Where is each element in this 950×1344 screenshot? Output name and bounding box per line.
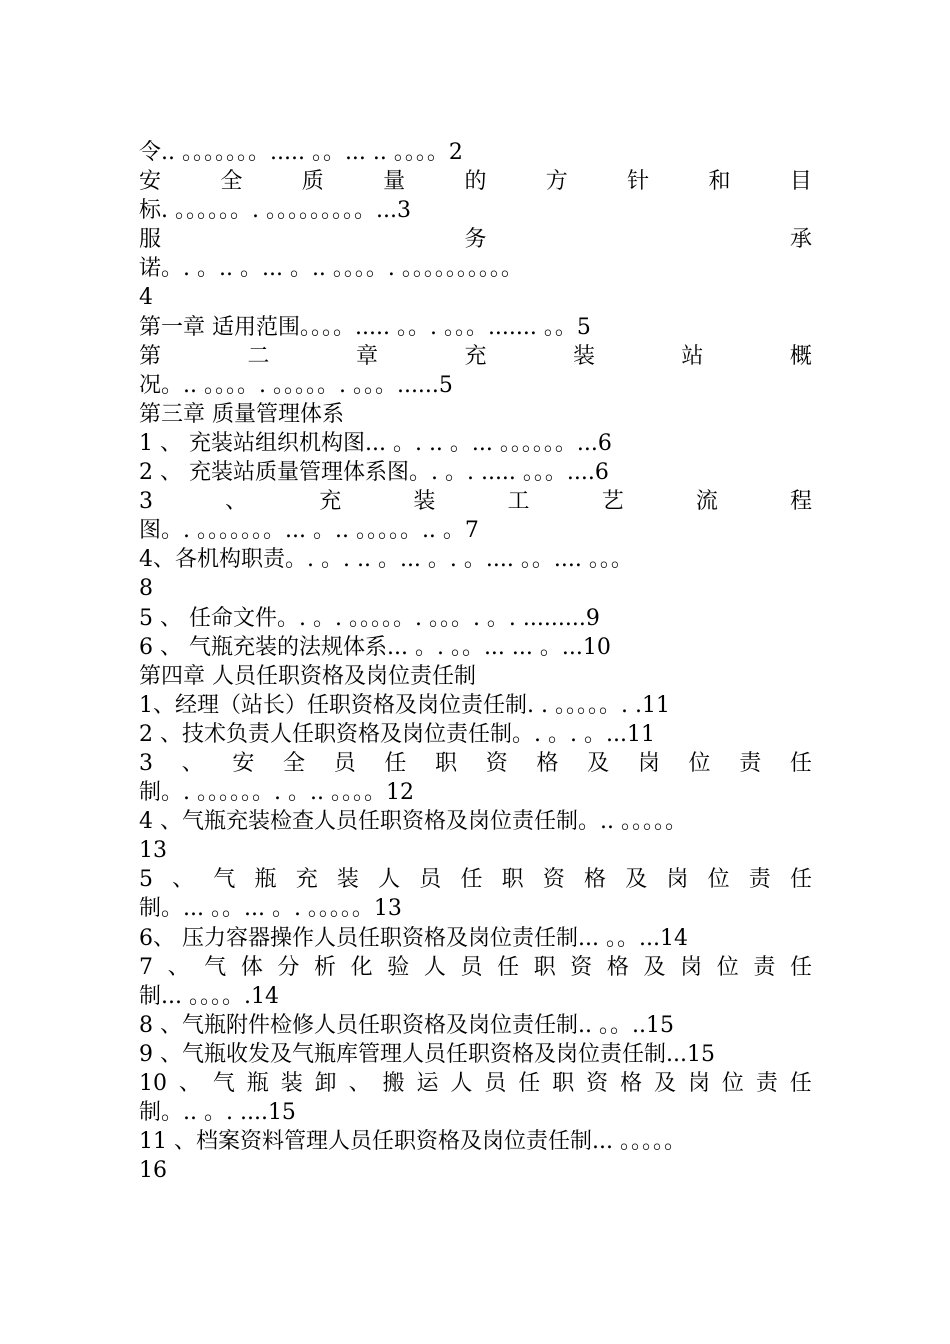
toc-word: 体 (240, 954, 263, 980)
toc-line: 6 、 气瓶充装的法规体系... 。. 。。... ... 。...10 (139, 634, 611, 660)
toc-word: 资 (570, 954, 593, 980)
toc-word: 员 (460, 954, 483, 980)
toc-line: 11 、档案资料管理人员任职资格及岗位责任制... 。。。。。 (139, 1129, 686, 1155)
toc-word: 和 (708, 169, 731, 195)
toc-word: 岗 (687, 1071, 710, 1096)
toc-line: 制。... 。。... 。. 。。。。。13 (139, 896, 402, 922)
toc-word: 方 (545, 169, 568, 195)
toc-word: 瓶 (246, 1071, 269, 1096)
toc-line: 况。.. 。。。。. 。。。。。. 。。。......5 (139, 372, 453, 398)
toc-line: 8 、气瓶附件检修人员任职资格及岗位责任制.. 。。..15 (139, 1012, 674, 1038)
toc-line (139, 1069, 812, 1098)
toc-word: 艺 (601, 489, 624, 515)
toc-word: 资 (542, 867, 565, 893)
toc-word: 员 (333, 750, 356, 776)
toc-line (139, 865, 812, 894)
toc-word: 人 (450, 1071, 473, 1096)
toc-word: 化 (350, 954, 373, 980)
toc-word: 任 (789, 750, 812, 776)
toc-word: 、 (348, 1071, 371, 1096)
toc-word: 人 (378, 867, 401, 893)
toc-word: 3 (139, 750, 153, 776)
toc-word: 验 (387, 954, 410, 980)
toc-word: 、 (225, 489, 248, 515)
toc-word: 人 (423, 954, 446, 980)
toc-word: 员 (419, 867, 442, 893)
toc-word: 、 (178, 1071, 201, 1096)
toc-line (139, 342, 812, 371)
toc-word: 位 (721, 1071, 744, 1096)
toc-line: 1、经理（站长）任职资格及岗位责任制. . 。。。。。. .11 (139, 692, 670, 718)
toc-line (139, 749, 812, 778)
toc-word: 位 (688, 750, 711, 776)
toc-word: 安 (139, 169, 162, 195)
toc-line: 4 、气瓶充装检查人员任职资格及岗位责任制。.. 。。。。。 (139, 809, 687, 835)
toc-word: 格 (606, 954, 629, 980)
toc-word: 气 (213, 867, 236, 893)
toc-line (139, 953, 812, 982)
toc-word: 搬 (382, 1071, 405, 1096)
toc-line: 制。.. 。. ....15 (139, 1100, 296, 1126)
toc-word: 充 (464, 343, 487, 369)
toc-word: 运 (416, 1071, 439, 1096)
toc-word: 岗 (637, 750, 660, 776)
toc-line: 9 、气瓶收发及气瓶库管理人员任职资格及岗位责任制...15 (139, 1041, 715, 1067)
toc-word: 及 (587, 750, 610, 776)
toc-word: 装 (572, 343, 595, 369)
toc-word: 责 (755, 1071, 778, 1096)
toc-word: 的 (464, 169, 487, 195)
toc-line (139, 487, 812, 516)
toc-word: 装 (336, 867, 359, 893)
toc-word: 及 (625, 867, 648, 893)
toc-word: 职 (552, 1071, 575, 1096)
toc-word: 位 (707, 867, 730, 893)
toc-line: 4 (139, 285, 153, 311)
toc-word: 职 (501, 867, 524, 893)
toc-word: 二 (247, 343, 270, 369)
toc-word: 10 (139, 1071, 167, 1096)
toc-word: 承 (789, 227, 812, 253)
toc-word: 分 (277, 954, 300, 980)
toc-word: 责 (739, 750, 762, 776)
toc-word: 充 (295, 867, 318, 893)
toc-word: 任 (384, 750, 407, 776)
toc-word: 资 (586, 1071, 609, 1096)
toc-word: 服 (139, 227, 162, 253)
toc-word: 工 (507, 489, 530, 515)
toc-line: 制... 。。。。.14 (139, 983, 279, 1009)
toc-line: 1 、 充装站组织机构图... 。. .. 。... 。。。。。。...6 (139, 430, 612, 456)
toc-word: 气 (212, 1071, 235, 1096)
toc-line: 2 、 充装站质量管理体系图。. 。. ..... 。。。....6 (139, 460, 609, 486)
toc-word: 任 (518, 1071, 541, 1096)
toc-word: 任 (789, 954, 812, 980)
toc-word: 卸 (314, 1071, 337, 1096)
toc-line (139, 167, 812, 196)
toc-word: 任 (460, 867, 483, 893)
toc-word: 量 (383, 169, 406, 195)
toc-line: 13 (139, 838, 167, 864)
toc-line (139, 225, 812, 254)
table-of-contents (139, 138, 812, 1185)
toc-line: 5 、 任命文件。. 。. 。。。。。. 。。。. 。. .........9 (139, 605, 600, 631)
toc-line: 8 (139, 576, 153, 602)
toc-line: 图。. 。。。。。。。... 。.. 。。。。。.. 。7 (139, 518, 479, 544)
toc-word: 任 (789, 1071, 812, 1096)
toc-word: 格 (584, 867, 607, 893)
toc-word: 装 (413, 489, 436, 515)
toc-word: 责 (748, 867, 771, 893)
toc-word: 资 (485, 750, 508, 776)
toc-word: 概 (789, 343, 812, 369)
toc-word: 7 (139, 954, 153, 980)
toc-word: 及 (643, 954, 666, 980)
toc-word: 岗 (680, 954, 703, 980)
toc-line: 制。. 。。。。。。. 。.. 。。。。12 (139, 780, 414, 806)
toc-line: 6、 压力容器操作人员任职资格及岗位责任制... 。。...14 (139, 925, 688, 951)
toc-word: 、 (172, 867, 195, 893)
toc-word: 3 (139, 489, 153, 515)
toc-word: 任 (789, 867, 812, 893)
toc-word: 章 (355, 343, 378, 369)
toc-word: 任 (497, 954, 520, 980)
toc-word: 职 (533, 954, 556, 980)
toc-word: 位 (716, 954, 739, 980)
toc-word: 流 (695, 489, 718, 515)
toc-word: 气 (204, 954, 227, 980)
toc-word: 职 (435, 750, 458, 776)
toc-word: 质 (301, 169, 324, 195)
toc-line: 第三章 质量管理体系 (139, 401, 344, 427)
toc-word: 析 (314, 954, 337, 980)
toc-line: 诺。. 。.. 。... 。.. 。。。。. 。。。。。。。。。。 (139, 256, 523, 282)
toc-line: 第一章 适用范围。。。。..... 。。. 。。。....... 。。5 (139, 314, 591, 340)
toc-line: 令.. 。。。。。。。..... 。。... .. 。。。。2 (139, 140, 463, 165)
toc-word: 站 (681, 343, 704, 369)
toc-word: 全 (220, 169, 243, 195)
toc-word: 瓶 (254, 867, 277, 893)
toc-word: 第 (139, 343, 162, 369)
toc-line: 第四章 人员任职资格及岗位责任制 (139, 663, 476, 689)
toc-word: 装 (280, 1071, 303, 1096)
toc-word: 5 (139, 867, 153, 893)
toc-word: 安 (232, 750, 255, 776)
toc-line: 16 (139, 1158, 167, 1184)
toc-line: 标. 。。。。。。. 。。。。。。。。。...3 (139, 198, 411, 224)
toc-word: 岗 (666, 867, 689, 893)
toc-word: 充 (319, 489, 342, 515)
toc-word: 、 (167, 954, 190, 980)
toc-word: 责 (753, 954, 776, 980)
toc-word: 务 (464, 227, 487, 253)
toc-word: 全 (283, 750, 306, 776)
toc-word: 员 (484, 1071, 507, 1096)
toc-word: 程 (789, 489, 812, 515)
toc-line: 4、各机构职责。. 。. .. 。... 。. 。.... 。。.... 。。。 (139, 547, 633, 573)
toc-word: 针 (627, 169, 650, 195)
toc-word: 目 (789, 169, 812, 195)
toc-word: 及 (654, 1071, 677, 1096)
toc-line: 2 、技术负责人任职资格及岗位责任制。. 。. 。...11 (139, 721, 655, 747)
toc-word: 、 (181, 750, 204, 776)
toc-word: 格 (620, 1071, 643, 1096)
toc-word: 格 (536, 750, 559, 776)
